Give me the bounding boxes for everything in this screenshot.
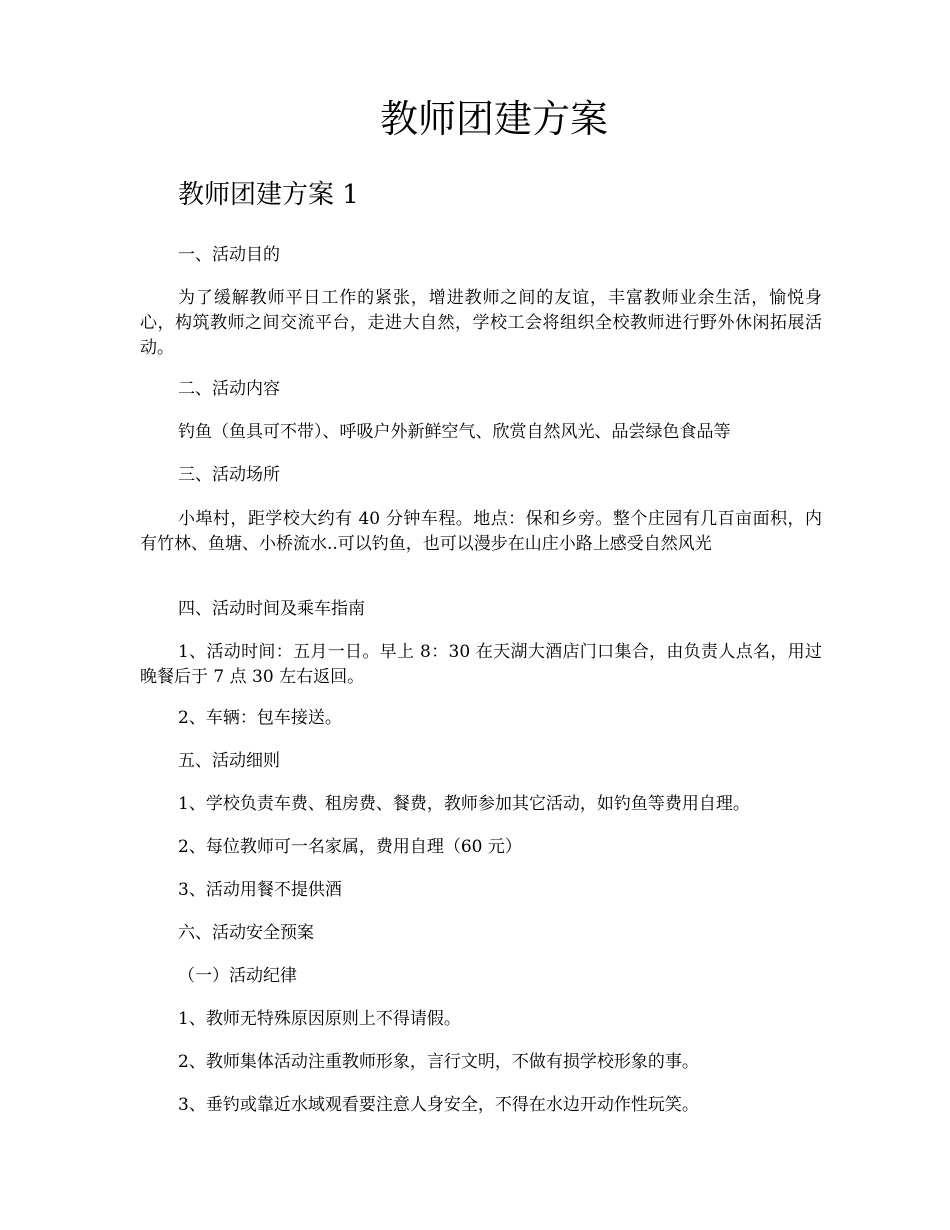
paragraph-activity-purpose: 为了缓解教师平日工作的紧张，增进教师之间的友谊，丰富教师业余生活，愉悦身心，构筑教师之间交流平台，走进大自然，学校工会将组织全校教师进行野外休闲拓展活动。 <box>140 288 822 358</box>
heading-activity-purpose: 一、活动目的 <box>178 245 280 265</box>
heading-discipline: （一）活动纪律 <box>178 966 297 986</box>
heading-activity-rules: 五、活动细则 <box>178 751 280 771</box>
heading-time-transport: 四、活动时间及乘车指南 <box>178 599 365 619</box>
section-heading: 教师团建方案 1 <box>178 180 359 210</box>
paragraph-vehicle: 2、车辆：包车接送。 <box>178 708 342 728</box>
paragraph-activity-content: 钓鱼（鱼具可不带）、呼吸户外新鲜空气、欣赏自然风光、品尝绿色食品等 <box>178 422 731 442</box>
paragraph-discipline-2: 2、教师集体活动注重教师形象，言行文明，不做有损学校形象的事。 <box>178 1052 699 1072</box>
paragraph-discipline-3: 3、垂钓或靠近水域观看要注意人身安全，不得在水边开动作性玩笑。 <box>178 1095 699 1115</box>
paragraph-rule-3: 3、活动用餐不提供酒 <box>178 880 342 900</box>
document-title: 教师团建方案 <box>379 97 608 141</box>
heading-activity-venue: 三、活动场所 <box>178 465 280 485</box>
paragraph-discipline-1: 1、教师无特殊原因原则上不得请假。 <box>178 1009 461 1029</box>
paragraph-rule-1: 1、学校负责车费、租房费、餐费，教师参加其它活动，如钓鱼等费用自理。 <box>178 794 750 814</box>
paragraph-activity-time: 1、活动时间：五月一日。早上 8：30 在天湖大酒店门口集合，由负责人点名，用过晚餐后于 7 点 30 左右返回。 <box>140 642 822 687</box>
heading-activity-content: 二、活动内容 <box>178 379 280 399</box>
paragraph-activity-venue: 小埠村，距学校大约有 40 分钟车程。地点：保和乡旁。整个庄园有几百亩面积，内有竹林、鱼塘、小桥流水..可以钓鱼，也可以漫步在山庄小路上感受自然风光 <box>140 509 822 554</box>
heading-safety-plan: 六、活动安全预案 <box>178 923 314 943</box>
paragraph-rule-2: 2、每位教师可一名家属，费用自理（60 元） <box>178 837 522 857</box>
